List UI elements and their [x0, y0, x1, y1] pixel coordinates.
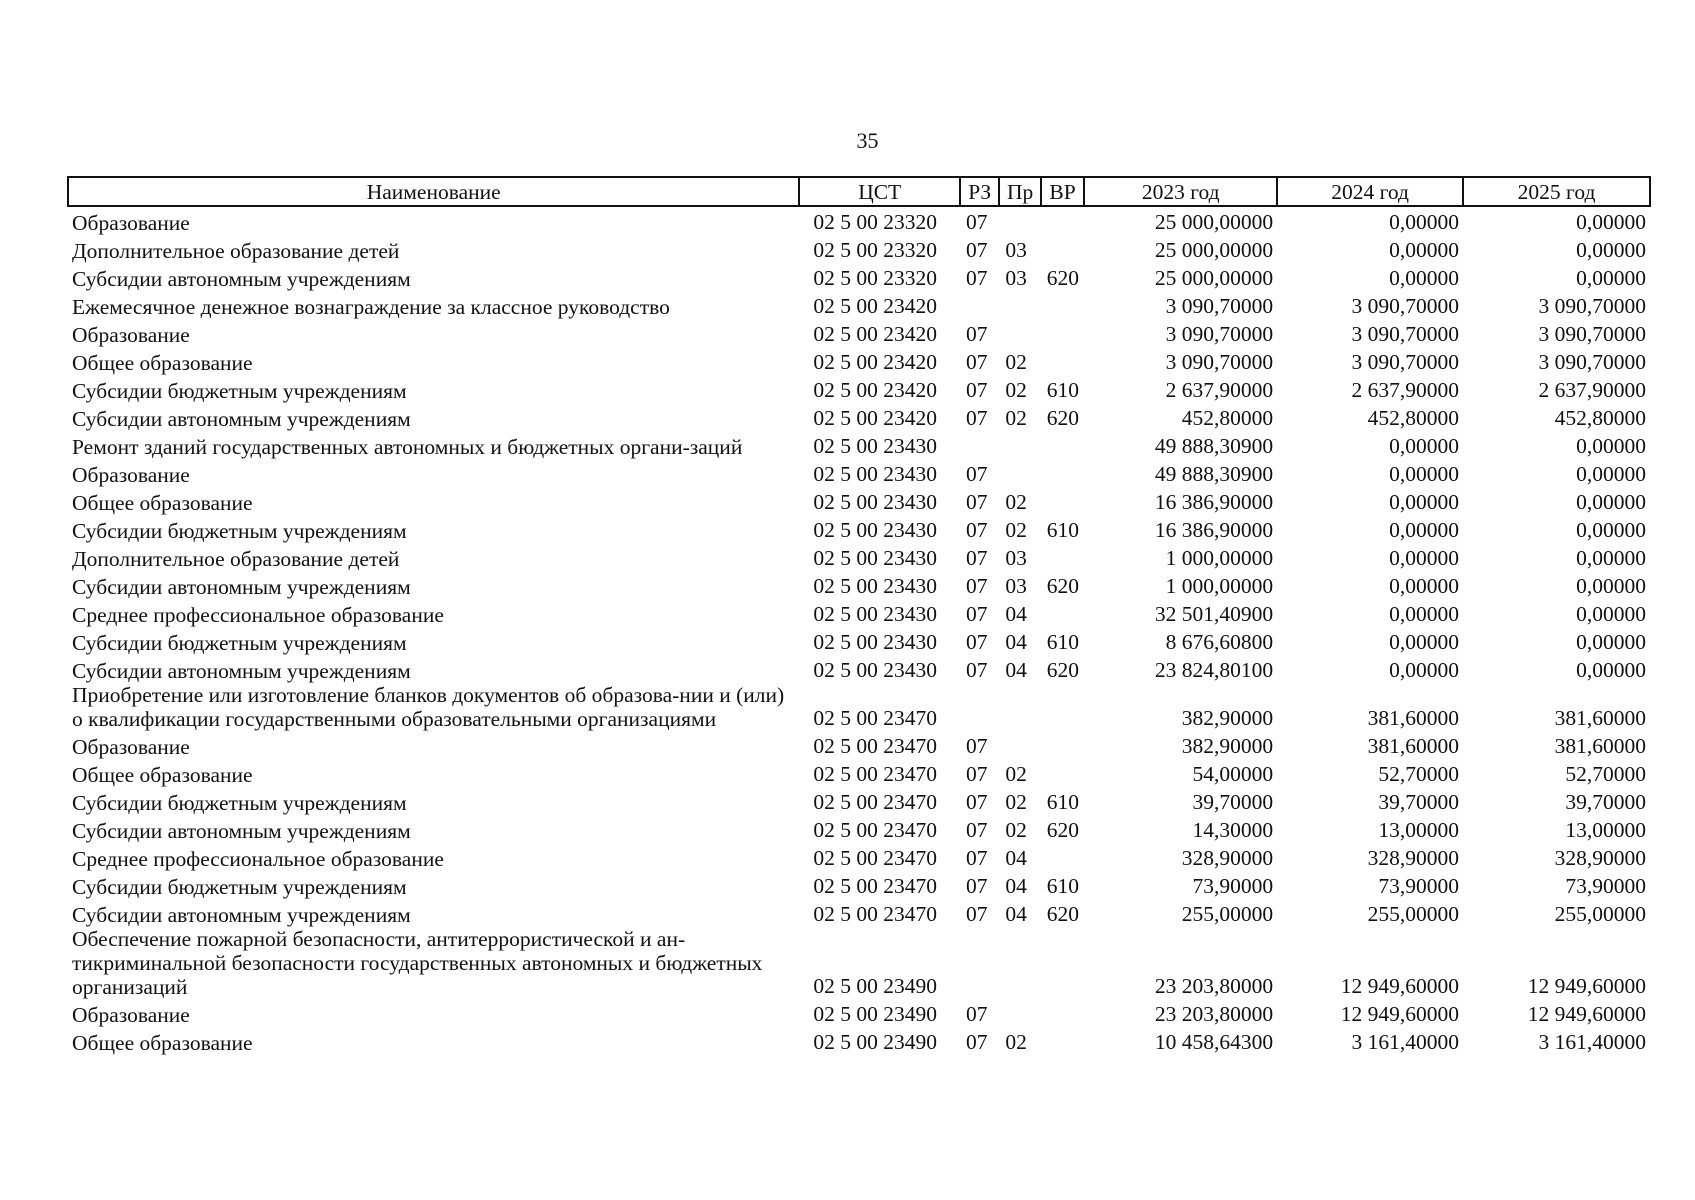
table-header-row — [68, 177, 1650, 206]
cell-rz: 07 — [966, 574, 988, 598]
cell-y2024: 381,60000 — [1367, 734, 1460, 758]
cell-vr — [1041, 759, 1084, 787]
cell-cst: 02 5 00 23470 — [813, 874, 938, 898]
cell-rz — [960, 683, 999, 731]
cell-y2024: 12 949,60000 — [1340, 1002, 1460, 1026]
cell-y2024: 0,00000 — [1389, 518, 1460, 542]
cell-name: Субсидии автономным учреждениям — [72, 407, 411, 431]
cell-y2024: 255,00000 — [1367, 902, 1460, 926]
cell-y2023: 49 888,30900 — [1154, 462, 1274, 486]
cell-pr: 02 — [1005, 790, 1027, 814]
table-row — [68, 543, 1650, 571]
cell-cst: 02 5 00 23420 — [813, 350, 938, 374]
cell-y2023: 3 090,70000 — [1165, 350, 1274, 374]
cell-y2024: 2 637,90000 — [1351, 378, 1460, 402]
cell-rz: 07 — [966, 462, 988, 486]
cell-y2024: 0,00000 — [1389, 574, 1460, 598]
cell-y2023: 73,90000 — [1192, 874, 1274, 898]
cell-pr: 04 — [1005, 874, 1027, 898]
cell-name: Субсидии бюджетным учреждениям — [72, 791, 407, 815]
table-row — [68, 431, 1650, 459]
col-header-2024: 2024 год — [1277, 177, 1463, 206]
col-header-rz: РЗ — [960, 177, 999, 206]
cell-vr — [1041, 927, 1084, 999]
cell-name: Общее образование — [72, 1031, 253, 1055]
cell-name: Дополнительное образование детей — [72, 547, 400, 571]
cell-y2025: 73,90000 — [1565, 874, 1646, 898]
cell-pr — [999, 319, 1040, 347]
cell-rz — [960, 927, 999, 999]
cell-vr — [1041, 319, 1084, 347]
cell-pr: 03 — [1005, 266, 1027, 290]
cell-rz: 07 — [966, 518, 988, 542]
cell-cst: 02 5 00 23470 — [813, 902, 938, 926]
cell-y2024: 0,00000 — [1389, 238, 1460, 262]
cell-cst: 02 5 00 23430 — [813, 434, 938, 458]
cell-pr: 02 — [1005, 406, 1027, 430]
cell-pr: 03 — [1005, 238, 1027, 262]
cell-y2023: 25 000,00000 — [1154, 266, 1274, 290]
cell-y2025: 0,00000 — [1576, 266, 1646, 290]
cell-name: Субсидии автономным учреждениям — [72, 267, 411, 291]
cell-rz: 07 — [966, 902, 988, 926]
cell-vr — [1041, 999, 1084, 1027]
table-row — [68, 927, 1650, 999]
cell-y2024: 0,00000 — [1389, 602, 1460, 626]
cell-cst: 02 5 00 23430 — [813, 462, 938, 486]
cell-name: Образование — [72, 211, 190, 235]
budget-table — [67, 176, 1651, 1055]
cell-y2025: 0,00000 — [1576, 630, 1646, 654]
cell-vr: 610 — [1046, 874, 1080, 898]
cell-y2025: 0,00000 — [1576, 238, 1646, 262]
cell-pr: 02 — [1005, 518, 1027, 542]
cell-pr — [999, 927, 1040, 999]
cell-cst: 02 5 00 23430 — [813, 490, 938, 514]
cell-name: Общее образование — [72, 491, 253, 515]
cell-y2023: 10 458,64300 — [1154, 1030, 1274, 1054]
cell-cst: 02 5 00 23420 — [813, 378, 938, 402]
cell-rz: 07 — [966, 210, 988, 234]
cell-cst: 02 5 00 23470 — [813, 706, 938, 730]
cell-pr — [999, 459, 1040, 487]
cell-rz: 07 — [966, 378, 988, 402]
cell-cst: 02 5 00 23420 — [813, 406, 938, 430]
cell-cst: 02 5 00 23420 — [813, 294, 938, 318]
table-row — [68, 515, 1650, 543]
cell-y2025: 452,80000 — [1554, 406, 1646, 430]
cell-y2023: 382,90000 — [1181, 734, 1274, 758]
cell-y2023: 3 090,70000 — [1165, 322, 1274, 346]
cell-rz: 07 — [966, 1002, 988, 1026]
cell-pr: 02 — [1005, 1030, 1027, 1054]
table-row — [68, 347, 1650, 375]
cell-name: Среднее профессиональное образование — [72, 847, 444, 871]
col-header-2023: 2023 год — [1084, 177, 1277, 206]
cell-vr — [1041, 1027, 1084, 1055]
cell-name: Среднее профессиональное образование — [72, 603, 444, 627]
cell-y2025: 13,00000 — [1565, 818, 1646, 842]
cell-y2025: 3 090,70000 — [1538, 322, 1646, 346]
cell-cst: 02 5 00 23320 — [813, 266, 938, 290]
cell-pr — [999, 683, 1040, 731]
cell-y2025: 328,90000 — [1554, 846, 1646, 870]
cell-y2023: 328,90000 — [1181, 846, 1274, 870]
cell-cst: 02 5 00 23320 — [813, 238, 938, 262]
cell-y2024: 381,60000 — [1367, 706, 1460, 730]
cell-name: Субсидии бюджетным учреждениям — [72, 519, 407, 543]
cell-y2023: 25 000,00000 — [1154, 210, 1274, 234]
cell-cst: 02 5 00 23470 — [813, 818, 938, 842]
cell-y2025: 381,60000 — [1554, 734, 1646, 758]
cell-pr — [999, 999, 1040, 1027]
cell-vr: 620 — [1046, 902, 1080, 926]
col-header-2025: 2025 год — [1463, 177, 1650, 206]
cell-rz: 07 — [966, 818, 988, 842]
cell-cst: 02 5 00 23470 — [813, 846, 938, 870]
cell-pr: 03 — [1005, 574, 1027, 598]
cell-y2025: 0,00000 — [1576, 210, 1646, 234]
cell-vr — [1041, 431, 1084, 459]
cell-cst: 02 5 00 23430 — [813, 630, 938, 654]
table-row — [68, 403, 1650, 431]
cell-y2023: 382,90000 — [1181, 706, 1274, 730]
cell-y2024: 12 949,60000 — [1340, 974, 1460, 998]
cell-y2024: 3 090,70000 — [1351, 350, 1460, 374]
table-row — [68, 627, 1650, 655]
cell-y2025: 0,00000 — [1576, 490, 1646, 514]
cell-pr — [999, 291, 1040, 319]
cell-y2023: 3 090,70000 — [1165, 294, 1274, 318]
cell-y2024: 13,00000 — [1378, 818, 1460, 842]
col-header-vr: ВР — [1041, 177, 1084, 206]
cell-vr: 620 — [1046, 574, 1080, 598]
cell-vr: 610 — [1046, 630, 1080, 654]
cell-rz: 07 — [966, 322, 988, 346]
cell-pr: 04 — [1005, 602, 1027, 626]
cell-rz: 07 — [966, 874, 988, 898]
cell-y2023: 23 203,80000 — [1154, 1002, 1274, 1026]
table-body — [68, 206, 1650, 1055]
table-row — [68, 655, 1650, 683]
cell-vr: 610 — [1046, 378, 1080, 402]
cell-name: Образование — [72, 323, 190, 347]
cell-rz: 07 — [966, 734, 988, 758]
table-row — [68, 787, 1650, 815]
table-row — [68, 487, 1650, 515]
cell-y2023: 16 386,90000 — [1154, 490, 1274, 514]
cell-rz: 07 — [966, 238, 988, 262]
cell-rz — [960, 431, 999, 459]
table-row — [68, 235, 1650, 263]
cell-rz: 07 — [966, 790, 988, 814]
cell-y2023: 49 888,30900 — [1154, 434, 1274, 458]
cell-y2023: 23 203,80000 — [1154, 974, 1274, 998]
cell-name: Субсидии автономным учреждениям — [72, 575, 411, 599]
cell-pr: 04 — [1005, 846, 1027, 870]
cell-cst: 02 5 00 23470 — [813, 762, 938, 786]
cell-y2023: 23 824,80100 — [1154, 658, 1274, 682]
table-row — [68, 999, 1650, 1027]
cell-name: Субсидии автономным учреждениям — [72, 903, 411, 927]
cell-vr: 610 — [1046, 790, 1080, 814]
cell-y2024: 3 090,70000 — [1351, 294, 1460, 318]
cell-pr: 03 — [1005, 546, 1027, 570]
cell-cst: 02 5 00 23420 — [813, 322, 938, 346]
table-row — [68, 899, 1650, 927]
cell-y2023: 1 000,00000 — [1165, 574, 1274, 598]
cell-cst: 02 5 00 23470 — [813, 790, 938, 814]
cell-name: Субсидии автономным учреждениям — [72, 659, 411, 683]
table-row — [68, 843, 1650, 871]
cell-y2025: 381,60000 — [1554, 706, 1646, 730]
cell-y2024: 0,00000 — [1389, 266, 1460, 290]
cell-rz: 07 — [966, 846, 988, 870]
cell-y2024: 3 161,40000 — [1351, 1030, 1460, 1054]
cell-y2024: 0,00000 — [1389, 434, 1460, 458]
cell-pr: 02 — [1005, 378, 1027, 402]
cell-y2025: 0,00000 — [1576, 518, 1646, 542]
table-row — [68, 731, 1650, 759]
cell-y2024: 0,00000 — [1389, 630, 1460, 654]
cell-y2025: 0,00000 — [1576, 434, 1646, 458]
cell-name: Приобретение или изготовление бланков документов об образова-нии и (или) о квалификации государственными образовательными организациями — [72, 683, 785, 731]
cell-cst: 02 5 00 23490 — [813, 1002, 938, 1026]
col-header-name: Наименование — [68, 177, 799, 206]
cell-y2023: 32 501,40900 — [1154, 602, 1274, 626]
cell-vr — [1041, 487, 1084, 515]
cell-y2023: 14,30000 — [1192, 818, 1274, 842]
cell-pr: 02 — [1005, 818, 1027, 842]
cell-vr — [1041, 599, 1084, 627]
cell-vr — [1041, 347, 1084, 375]
cell-pr — [999, 431, 1040, 459]
cell-rz: 07 — [966, 406, 988, 430]
cell-name: Ремонт зданий государственных автономных и бюджетных органи-заций — [72, 435, 743, 459]
cell-y2024: 0,00000 — [1389, 546, 1460, 570]
cell-rz: 07 — [966, 350, 988, 374]
cell-pr: 04 — [1005, 902, 1027, 926]
cell-name: Образование — [72, 463, 190, 487]
page-number: 35 — [856, 128, 879, 153]
cell-y2023: 16 386,90000 — [1154, 518, 1274, 542]
cell-vr — [1041, 206, 1084, 235]
cell-rz: 07 — [966, 1030, 988, 1054]
cell-rz: 07 — [966, 490, 988, 514]
cell-pr: 04 — [1005, 658, 1027, 682]
cell-y2025: 0,00000 — [1576, 658, 1646, 682]
cell-y2024: 452,80000 — [1367, 406, 1460, 430]
table-row — [68, 1027, 1650, 1055]
cell-y2024: 73,90000 — [1378, 874, 1460, 898]
cell-y2025: 255,00000 — [1554, 902, 1646, 926]
cell-vr: 620 — [1046, 406, 1080, 430]
cell-rz: 07 — [966, 658, 988, 682]
cell-cst: 02 5 00 23430 — [813, 546, 938, 570]
cell-name: Общее образование — [72, 351, 253, 375]
cell-cst: 02 5 00 23430 — [813, 574, 938, 598]
cell-y2025: 0,00000 — [1576, 602, 1646, 626]
cell-y2023: 255,00000 — [1181, 902, 1274, 926]
cell-y2025: 2 637,90000 — [1538, 378, 1646, 402]
cell-y2024: 3 090,70000 — [1351, 322, 1460, 346]
cell-vr — [1041, 731, 1084, 759]
table-row — [68, 683, 1650, 731]
table-row — [68, 599, 1650, 627]
cell-y2023: 54,00000 — [1192, 762, 1274, 786]
cell-name: Субсидии бюджетным учреждениям — [72, 379, 407, 403]
cell-cst: 02 5 00 23430 — [813, 602, 938, 626]
cell-vr: 620 — [1046, 818, 1080, 842]
cell-y2025: 0,00000 — [1576, 546, 1646, 570]
cell-vr — [1041, 543, 1084, 571]
col-header-pr: Пр — [999, 177, 1040, 206]
cell-rz — [960, 291, 999, 319]
cell-y2023: 1 000,00000 — [1165, 546, 1274, 570]
cell-vr — [1041, 459, 1084, 487]
table-row — [68, 571, 1650, 599]
cell-name: Субсидии бюджетным учреждениям — [72, 631, 407, 655]
cell-vr: 610 — [1046, 518, 1080, 542]
table-row — [68, 459, 1650, 487]
cell-name: Субсидии автономным учреждениям — [72, 819, 411, 843]
cell-y2025: 3 090,70000 — [1538, 350, 1646, 374]
cell-cst: 02 5 00 23320 — [813, 210, 938, 234]
cell-pr — [999, 206, 1040, 235]
col-header-cst: ЦСТ — [799, 177, 960, 206]
cell-cst: 02 5 00 23430 — [813, 658, 938, 682]
cell-y2025: 12 949,60000 — [1527, 974, 1646, 998]
cell-y2025: 0,00000 — [1576, 574, 1646, 598]
table-row — [68, 759, 1650, 787]
cell-name: Образование — [72, 1003, 190, 1027]
cell-y2024: 328,90000 — [1367, 846, 1460, 870]
cell-rz: 07 — [966, 546, 988, 570]
cell-y2024: 52,70000 — [1378, 762, 1460, 786]
cell-y2024: 0,00000 — [1389, 462, 1460, 486]
cell-name: Субсидии бюджетным учреждениям — [72, 875, 407, 899]
cell-y2025: 39,70000 — [1565, 790, 1646, 814]
cell-rz: 07 — [966, 762, 988, 786]
table-row — [68, 375, 1650, 403]
cell-cst: 02 5 00 23490 — [813, 974, 938, 998]
cell-rz: 07 — [966, 602, 988, 626]
cell-y2024: 0,00000 — [1389, 210, 1460, 234]
cell-pr: 04 — [1005, 630, 1027, 654]
table-row — [68, 291, 1650, 319]
cell-y2024: 0,00000 — [1389, 490, 1460, 514]
cell-rz: 07 — [966, 630, 988, 654]
cell-y2025: 52,70000 — [1565, 762, 1646, 786]
cell-y2023: 25 000,00000 — [1154, 238, 1274, 262]
cell-name: Ежемесячное денежное вознаграждение за классное руководство — [72, 295, 670, 319]
cell-name: Образование — [72, 735, 190, 759]
cell-rz: 07 — [966, 266, 988, 290]
cell-y2024: 39,70000 — [1378, 790, 1460, 814]
cell-cst: 02 5 00 23490 — [813, 1030, 938, 1054]
table-row — [68, 263, 1650, 291]
cell-pr: 02 — [1005, 490, 1027, 514]
cell-vr — [1041, 235, 1084, 263]
cell-name: Обеспечение пожарной безопасности, антитеррористической и ан-тикриминальной безопасности государственных автономных и бюджетных организаций — [72, 927, 763, 999]
cell-y2025: 3 090,70000 — [1538, 294, 1646, 318]
cell-y2025: 0,00000 — [1576, 462, 1646, 486]
table-row — [68, 206, 1650, 235]
cell-vr — [1041, 683, 1084, 731]
cell-vr: 620 — [1046, 658, 1080, 682]
cell-y2023: 8 676,60800 — [1165, 630, 1274, 654]
cell-y2023: 452,80000 — [1181, 406, 1274, 430]
table-row — [68, 815, 1650, 843]
cell-y2025: 12 949,60000 — [1527, 1002, 1646, 1026]
cell-pr: 02 — [1005, 762, 1027, 786]
cell-vr — [1041, 291, 1084, 319]
cell-y2024: 0,00000 — [1389, 658, 1460, 682]
table-row — [68, 319, 1650, 347]
cell-y2023: 39,70000 — [1192, 790, 1274, 814]
cell-name: Общее образование — [72, 763, 253, 787]
cell-vr: 620 — [1046, 266, 1080, 290]
cell-y2023: 2 637,90000 — [1165, 378, 1274, 402]
cell-y2025: 3 161,40000 — [1538, 1030, 1646, 1054]
cell-pr: 02 — [1005, 350, 1027, 374]
cell-pr — [999, 731, 1040, 759]
cell-cst: 02 5 00 23430 — [813, 518, 938, 542]
cell-name: Дополнительное образование детей — [72, 239, 400, 263]
cell-vr — [1041, 843, 1084, 871]
cell-cst: 02 5 00 23470 — [813, 734, 938, 758]
table-row — [68, 871, 1650, 899]
